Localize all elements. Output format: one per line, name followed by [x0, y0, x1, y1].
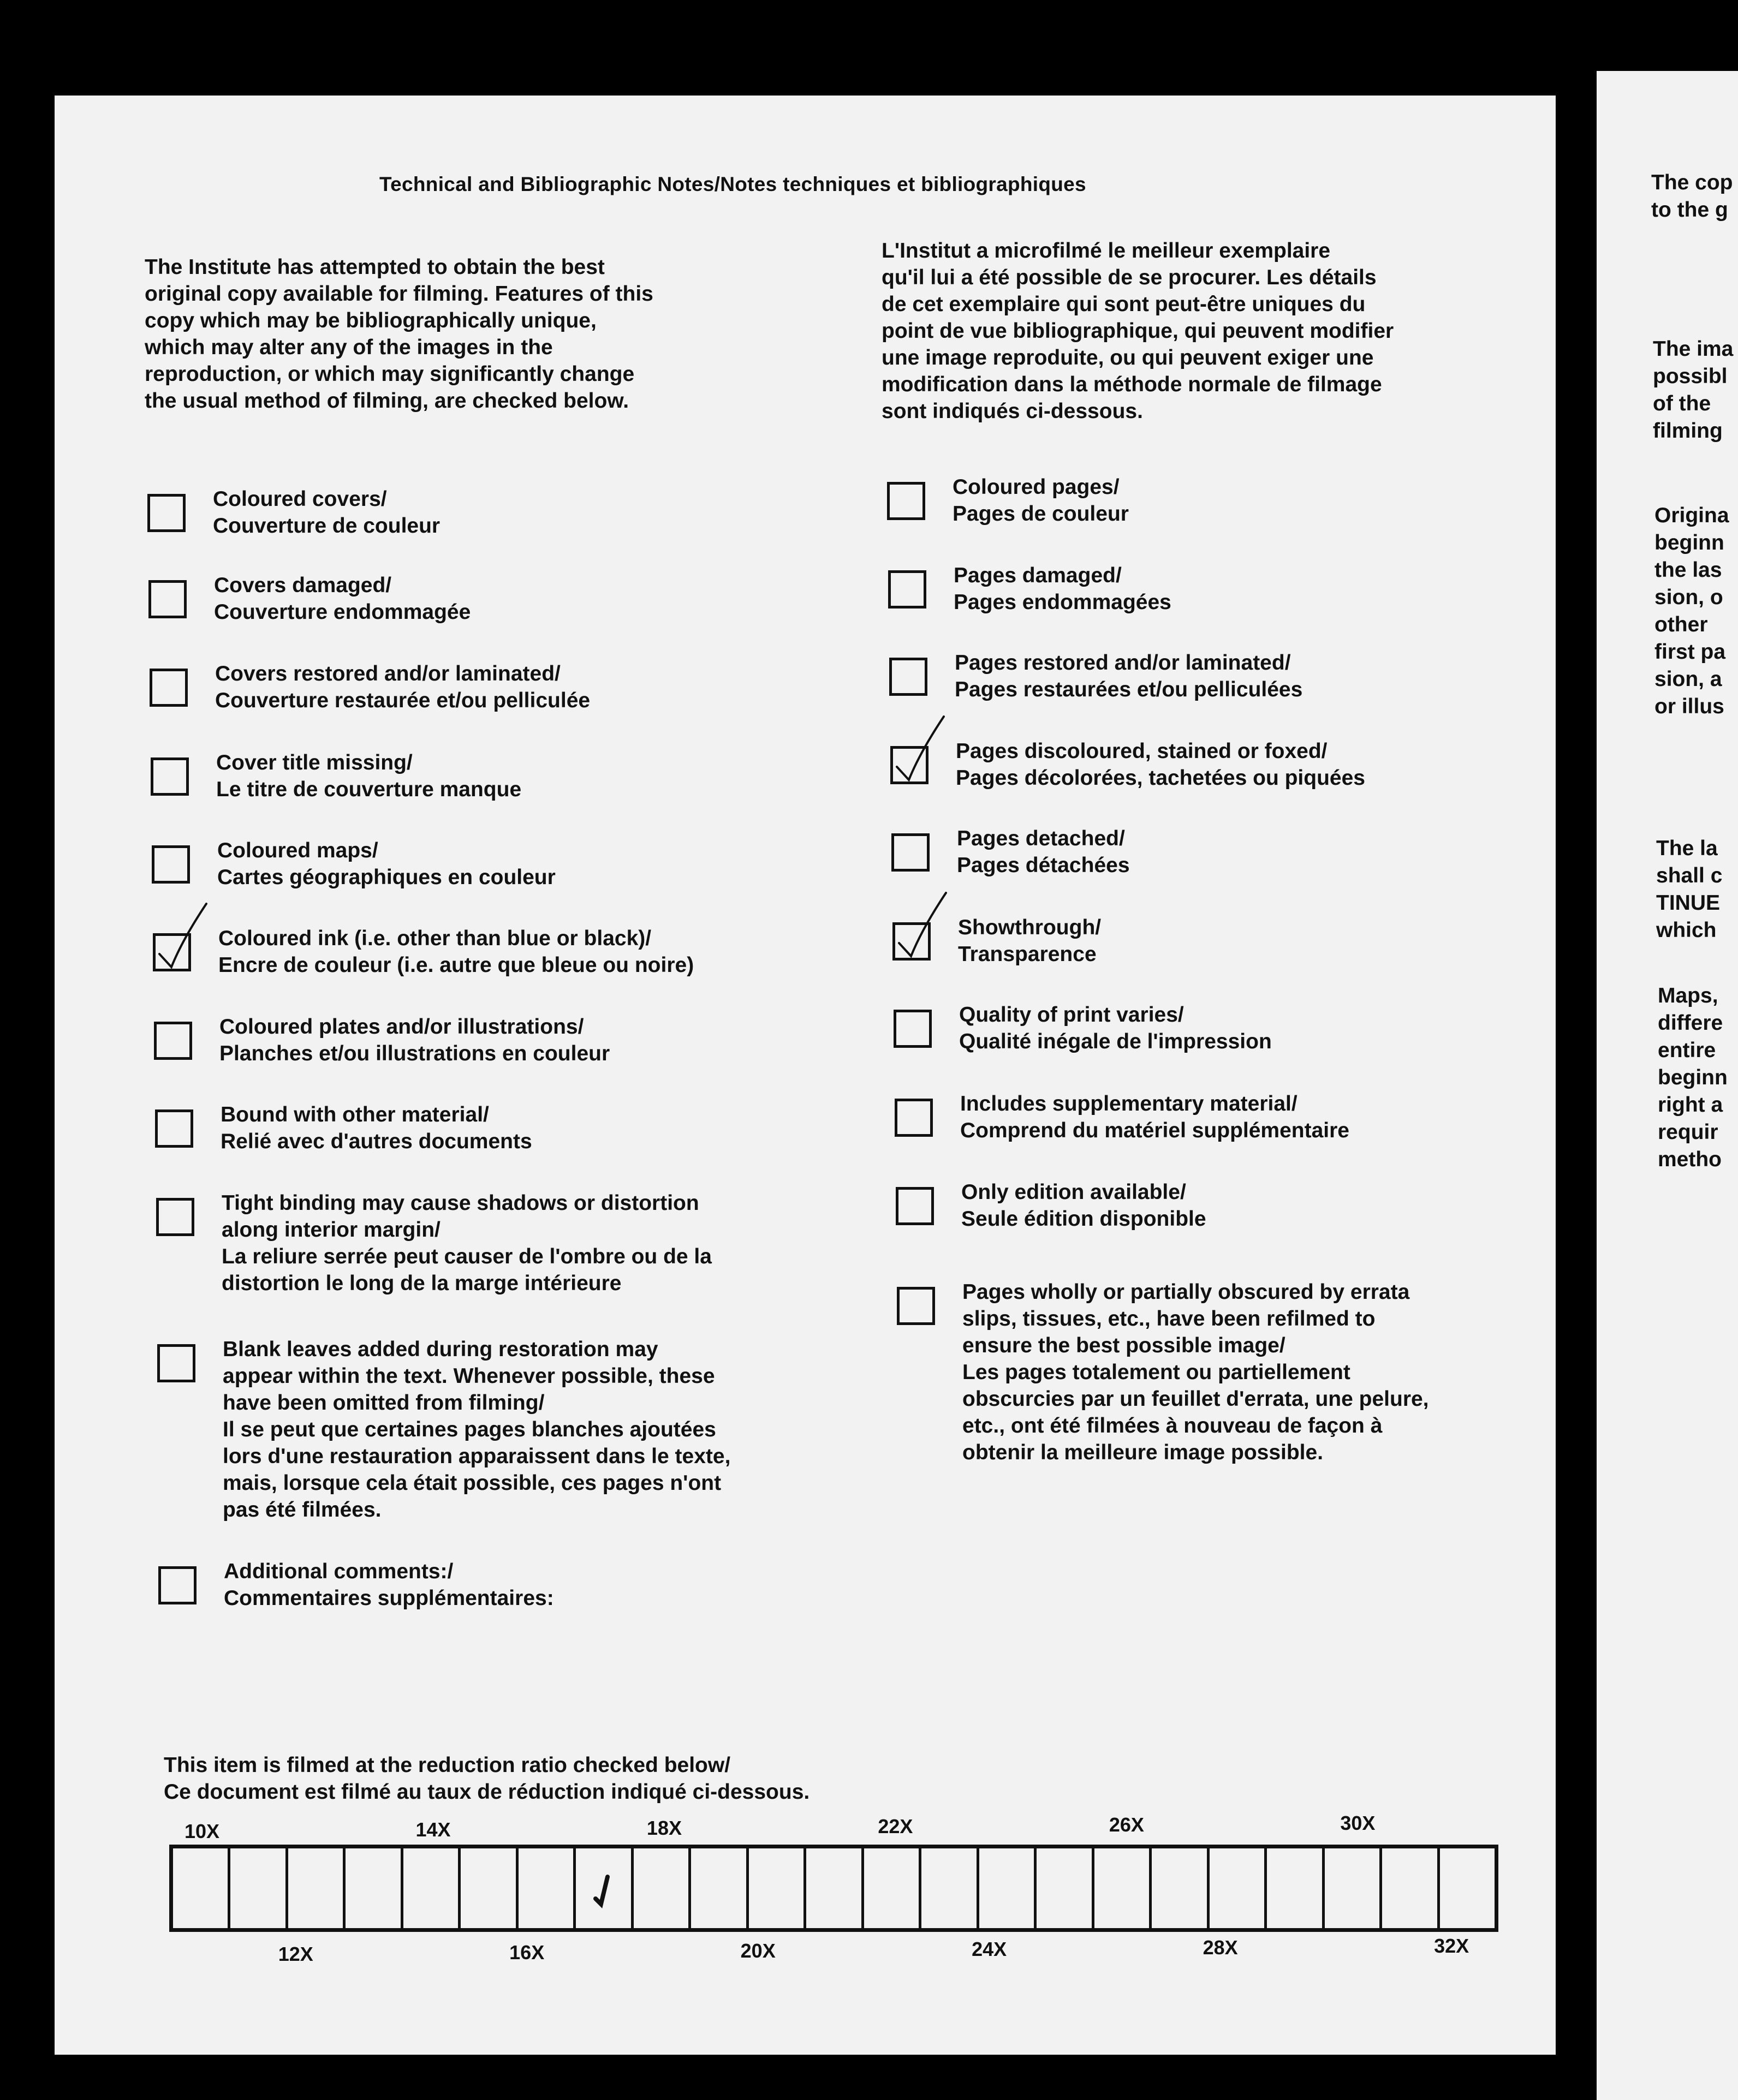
- page-title: Technical and Bibliographic Notes/Notes techniques et bibliographiques: [379, 173, 1086, 195]
- ratio-cell[interactable]: [403, 1848, 461, 1928]
- checklist-label: Pages detached/ Pages détachées: [957, 827, 1130, 877]
- ratio-cell[interactable]: [691, 1848, 748, 1928]
- checkbox[interactable]: [154, 1022, 192, 1060]
- checkbox[interactable]: [894, 1010, 932, 1048]
- ratio-bottom-label: 12X: [278, 1943, 313, 1965]
- checklist-label: Cover title missing/ Le titre de couverture manque: [216, 751, 522, 801]
- next-page-edge: [1597, 71, 1738, 2100]
- intro-french: L'Institut a microfilmé le meilleur exemplaire qu'il lui a été possible de se procurer. Les détails de cet exemplaire qui sont peut-être uniques du point de vue bibliographique, qui peuvent modifier une image reproduite, ou qui peuvent exiger une modification dans la méthode normale de filmage sont indiqués ci-dessous.: [882, 239, 1394, 423]
- checklist-label: Includes supplementary material/ Comprend du matériel supplémentaire: [960, 1092, 1349, 1142]
- next-page-fragment: Maps, differe entire beginn right a requir metho: [1658, 984, 1728, 1171]
- ratio-top-label: 14X: [415, 1818, 451, 1841]
- checklist-label: Quality of print varies/ Qualité inégale de l'impression: [959, 1003, 1272, 1053]
- ratio-caption: This item is filmed at the reduction ratio checked below/ Ce document est filmé au taux de réduction indiqué ci-dessous.: [164, 1753, 810, 1804]
- ratio-cell[interactable]: [1267, 1848, 1324, 1928]
- ratio-cell[interactable]: [864, 1848, 921, 1928]
- next-page-fragment: The ima possibl of the filming: [1653, 337, 1734, 443]
- checkmark-icon: [889, 891, 949, 964]
- checkmark-icon: [580, 1860, 624, 1915]
- checklist-label: Pages discoloured, stained or foxed/ Pages décolorées, tachetées ou piquées: [956, 739, 1365, 790]
- checkbox[interactable]: [156, 1198, 194, 1236]
- checklist-label: Coloured covers/ Couverture de couleur: [213, 487, 441, 538]
- ratio-top-label: 18X: [646, 1817, 682, 1839]
- ratio-top-label: 10X: [184, 1820, 220, 1842]
- checklist-label: Coloured pages/ Pages de couleur: [953, 475, 1129, 526]
- ratio-cell[interactable]: [1382, 1848, 1439, 1928]
- checkbox[interactable]: [150, 669, 188, 707]
- checklist-label: Covers restored and/or laminated/ Couverture restaurée et/ou pelliculée: [215, 662, 591, 712]
- next-page-fragment: The la shall c TINUE which: [1656, 837, 1723, 942]
- checklist-label: Tight binding may cause shadows or distortion along interior margin/ La reliure serrée peut causer de l'ombre ou de la distortion le long de la marge intérieure: [222, 1191, 712, 1295]
- ratio-cell[interactable]: [806, 1848, 864, 1928]
- ratio-cell[interactable]: [1037, 1848, 1094, 1928]
- checkbox[interactable]: [155, 1109, 193, 1148]
- checkbox[interactable]: [897, 1287, 935, 1325]
- ratio-top-label: 22X: [878, 1815, 913, 1838]
- checkbox[interactable]: [888, 570, 926, 608]
- ratio-top-label: 30X: [1340, 1812, 1376, 1834]
- checkmark-icon: [887, 714, 947, 788]
- ratio-bottom-label: 32X: [1434, 1935, 1469, 1957]
- checkbox[interactable]: [887, 482, 925, 520]
- ratio-cell[interactable]: [576, 1848, 633, 1928]
- checkbox[interactable]: [891, 833, 930, 872]
- ratio-cell[interactable]: [461, 1848, 518, 1928]
- notes-page: [55, 96, 1556, 2055]
- checklist-label: Additional comments:/ Commentaires supplémentaires:: [224, 1560, 554, 1610]
- next-page-fragment: The cop to the g: [1651, 171, 1733, 222]
- ratio-bottom-label: 24X: [972, 1938, 1007, 1960]
- checklist-label: Pages restored and/or laminated/ Pages restaurées et/ou pelliculées: [955, 651, 1303, 701]
- ratio-cell[interactable]: [230, 1848, 288, 1928]
- ratio-cell[interactable]: [749, 1848, 806, 1928]
- ratio-bottom-label: 16X: [509, 1941, 545, 1964]
- ratio-cell[interactable]: [1094, 1848, 1152, 1928]
- checklist-label: Bound with other material/ Relié avec d'autres documents: [221, 1103, 532, 1153]
- ratio-cell[interactable]: [346, 1848, 403, 1928]
- ratio-cell[interactable]: [921, 1848, 979, 1928]
- checkbox[interactable]: [147, 494, 186, 532]
- ratio-cell[interactable]: [288, 1848, 346, 1928]
- ratio-cell[interactable]: [173, 1848, 230, 1928]
- ratio-cell[interactable]: [1152, 1848, 1209, 1928]
- checklist-label: Blank leaves added during restoration may appear within the text. Whenever possible, these have been omitted from filming/ Il se peut que certaines pages blanches ajoutées lors d'une restauration apparaissent dans le texte, mais, lorsque cela était possible, ces pages n'ont pas été filmées.: [223, 1338, 731, 1522]
- ratio-cell[interactable]: [1325, 1848, 1382, 1928]
- checkmark-icon: [150, 902, 210, 975]
- checkbox[interactable]: [148, 580, 187, 618]
- checkbox[interactable]: [151, 757, 189, 796]
- ratio-top-label: 26X: [1109, 1813, 1144, 1836]
- ratio-cell[interactable]: [1440, 1848, 1495, 1928]
- checkbox[interactable]: [889, 658, 927, 696]
- checklist-label: Pages wholly or partially obscured by errata slips, tissues, etc., have been refilmed to ensure the best possible image/ Les pages totalement ou partiellement obscurcies par un feuillet d'errata, une pelure, etc., ont été filmées à nouveau de façon à obtenir la meilleure image possible.: [962, 1280, 1429, 1464]
- ratio-bottom-label: 28X: [1203, 1936, 1238, 1959]
- ratio-bottom-label: 20X: [740, 1940, 776, 1962]
- checklist-label: Pages damaged/ Pages endommagées: [954, 564, 1171, 614]
- checkbox[interactable]: [895, 1099, 933, 1137]
- ratio-grid: [169, 1845, 1498, 1932]
- checkbox[interactable]: [152, 845, 190, 884]
- next-page-fragment: Origina beginn the las sion, o other first pa sion, a or illus: [1654, 504, 1729, 718]
- intro-english: The Institute has attempted to obtain the best original copy available for filming. Features of this copy which may be bibliographically unique, which may alter any of the images in the reproduction, or which may significantly change the usual method of filming, are checked below.: [145, 255, 653, 413]
- ratio-cell[interactable]: [634, 1848, 691, 1928]
- checklist-label: Covers damaged/ Couverture endommagée: [214, 574, 471, 624]
- checklist-label: Coloured ink (i.e. other than blue or black)/ Encre de couleur (i.e. autre que bleue ou noire): [218, 927, 694, 977]
- ratio-cell[interactable]: [979, 1848, 1037, 1928]
- checklist-label: Coloured maps/ Cartes géographiques en couleur: [217, 839, 556, 889]
- checkbox[interactable]: [158, 1566, 197, 1604]
- checklist-label: Coloured plates and/or illustrations/ Planches et/ou illustrations en couleur: [219, 1015, 610, 1065]
- checklist-label: Only edition available/ Seule édition disponible: [961, 1180, 1206, 1231]
- ratio-cell[interactable]: [519, 1848, 576, 1928]
- checklist-label: Showthrough/ Transparence: [958, 916, 1102, 966]
- ratio-cell[interactable]: [1210, 1848, 1267, 1928]
- checkbox[interactable]: [157, 1344, 195, 1382]
- checkbox[interactable]: [896, 1187, 934, 1225]
